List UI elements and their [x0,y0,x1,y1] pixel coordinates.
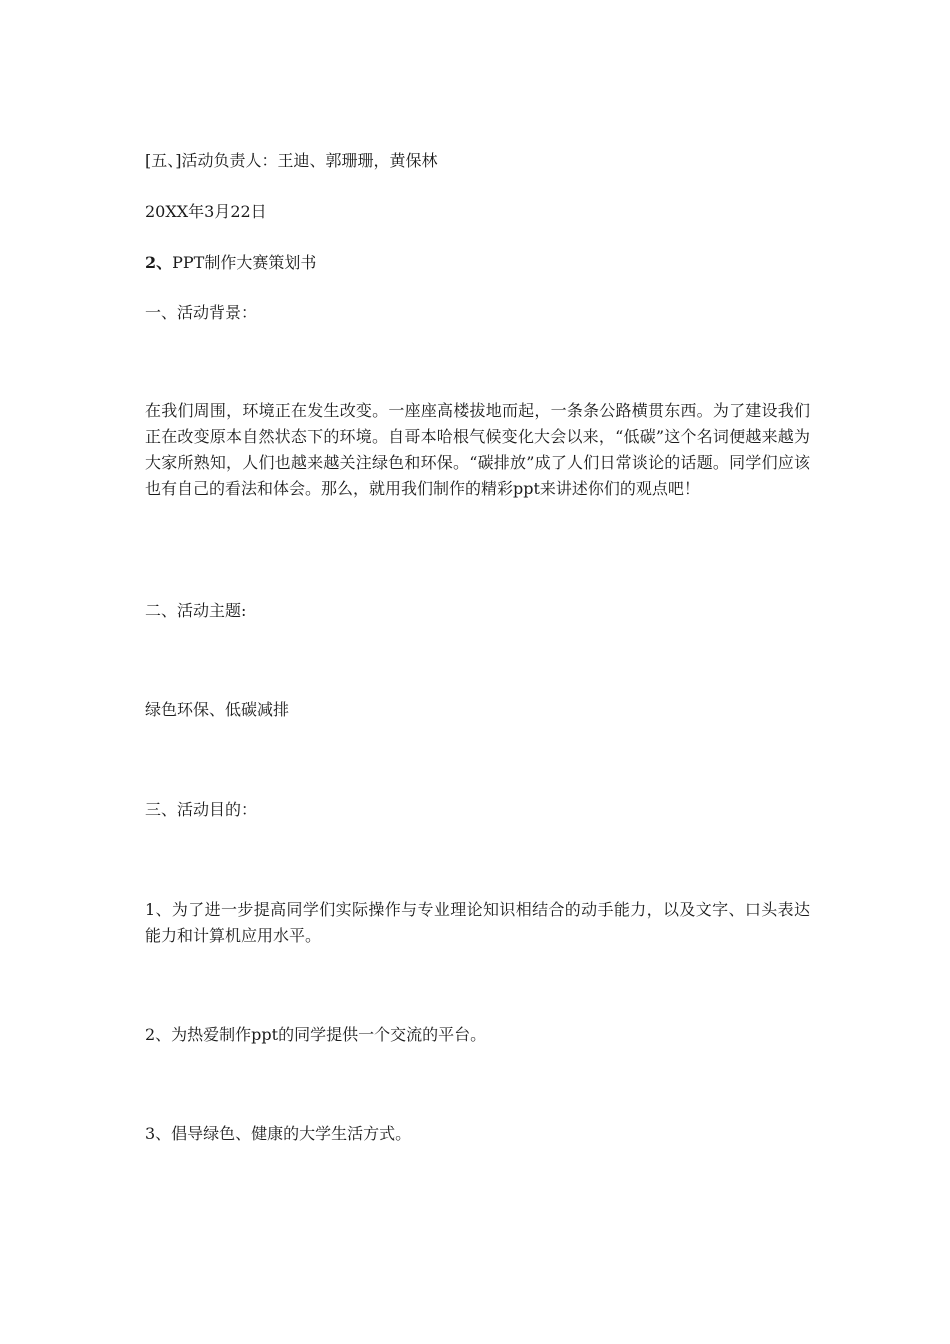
section-background-heading: 一、活动背景： [145,303,258,322]
section-goals-heading: 三、活动目的： [145,800,258,819]
date-line: 20XX年3月22日 [145,202,267,221]
activity-leaders-line: [五、]活动负责人：王迪、郭珊珊，黄保林 [145,151,438,170]
section-theme-body: 绿色环保、低碳减排 [145,700,290,719]
goal-item-1: 1、为了进一步提高同学们实际操作与专业理论知识相结合的动手能力，以及文字、口头表达能力和计算机应用水平。 [145,900,810,945]
goal-item-3: 3、倡导绿色、健康的大学生活方式。 [145,1124,412,1143]
title-text: PPT制作大赛策划书 [172,253,317,272]
goal-item-2: 2、为热爱制作ppt的同学提供一个交流的平台。 [145,1025,487,1044]
document-title [145,252,810,274]
title-number: 2、 [145,253,173,272]
section-theme-heading: 二、活动主题: [145,601,247,620]
section-background-body: 在我们周围，环境正在发生改变。一座座高楼拔地而起，一条条公路横贯东西。为了建设我们正在改变原本自然状态下的环境。自哥本哈根气候变化大会以来，“低碳”这个名词便越来越为大家所熟知，人们也越来越关注绿色和环保。“碳排放”成了人们日常谈论的话题。同学们应该也有自己的看法和体会。那么，就用我们制作的精彩ppt来讲述你们的观点吧！ [145,401,810,498]
